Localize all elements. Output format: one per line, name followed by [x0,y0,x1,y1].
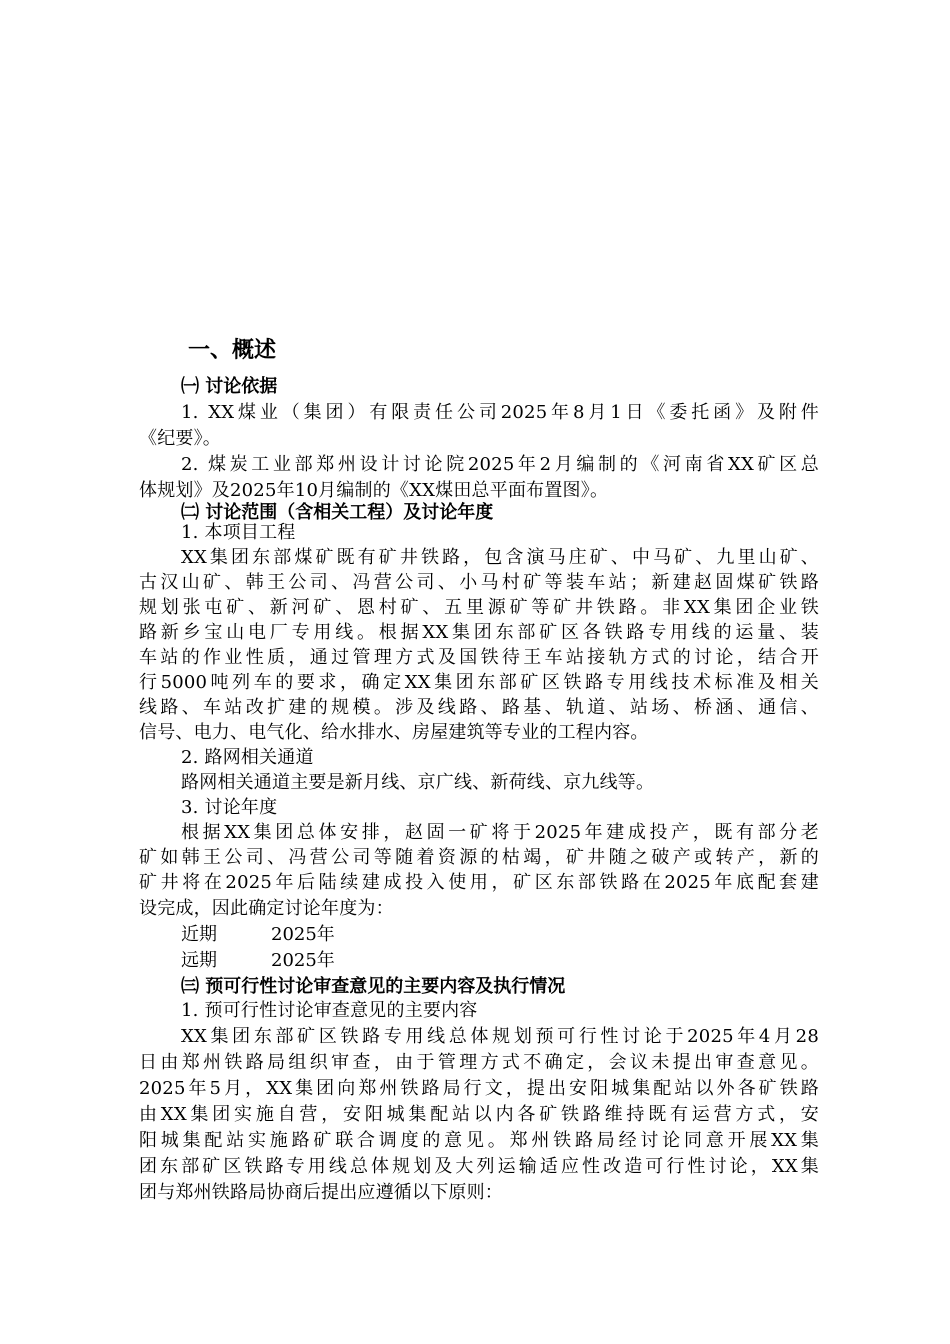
paragraph-line: 线路、车站改扩建的规模。涉及线路、路基、轨道、站场、桥涵、通信、 [139,697,819,718]
item-title: 3. 讨论年度 [181,797,278,818]
paragraph-line: 行5000吨列车的要求，确定XX集团东部矿区铁路专用线技术标准及相关 [139,672,819,693]
item-title: 2. 路网相关通道 [181,747,314,768]
paragraph-line: 《纪要》。 [139,428,221,449]
paragraph-line: 团东部矿区铁路专用线总体规划及大列运输适应性改造可行性讨论，XX集 [139,1156,819,1177]
subsection-heading-review: ㈢ 预可行性讨论审查意见的主要内容及执行情况 [181,976,566,997]
term-row-near [181,922,335,948]
paragraph-line: 根据XX集团总体安排，赵固一矿将于2025年建成投产，既有部分老 [181,822,819,843]
subsection-heading-scope: ㈡ 讨论范围（含相关工程）及讨论年度 [181,502,494,523]
paragraph-line: 由XX集团实施自营，安阳城集配站以内各矿铁路维持既有运营方式，安 [139,1104,819,1125]
paragraph-line: 路网相关通道主要是新月线、京广线、新荷线、京九线等。 [181,772,655,793]
term-year: 2025年 [271,950,335,971]
paragraph-line: 日由郑州铁路局组织审查，由于管理方式不确定，会议未提出审查意见。 [139,1052,819,1073]
paragraph-line: 规划张屯矿、新河矿、恩村矿、五里源矿等矿井铁路。非XX集团企业铁 [139,597,819,618]
subsection-heading-basis: ㈠ 讨论依据 [181,376,278,397]
term-label: 远期 [181,950,217,971]
term-label: 近期 [181,924,217,945]
term-row-far [181,948,335,974]
item-title: 1. 本项目工程 [181,522,296,543]
paragraph-line: 矿如韩王公司、冯营公司等随着资源的枯竭，矿井随之破产或转产，新的 [139,847,819,868]
paragraph-line: XX集团东部煤矿既有矿井铁路，包含演马庄矿、中马矿、九里山矿、 [181,547,819,568]
paragraph-line: 体规划》及2025年10月编制的《XX煤田总平面布置图》。 [139,480,609,501]
paragraph-line: 路新乡宝山电厂专用线。根据XX集团东部矿区各铁路专用线的运量、装 [139,622,819,643]
paragraph-line: 古汉山矿、韩王公司、冯营公司、小马村矿等装车站；新建赵固煤矿铁路 [139,572,819,593]
paragraph-line: 2. 煤炭工业部郑州设计讨论院2025年2月编制的《河南省XX矿区总 [181,454,819,475]
paragraph-line: 车站的作业性质，通过管理方式及国铁待王车站接轨方式的讨论，结合开 [139,647,819,668]
paragraph-line: XX集团东部矿区铁路专用线总体规划预可行性讨论于2025年4月28 [181,1026,819,1047]
item-title: 1. 预可行性讨论审查意见的主要内容 [181,1000,478,1021]
paragraph-line: 2025年5月，XX集团向郑州铁路局行文，提出安阳城集配站以外各矿铁路 [139,1078,819,1099]
paragraph-line: 团与郑州铁路局协商后提出应遵循以下原则： [139,1182,503,1203]
paragraph-line: 1. XX煤业（集团）有限责任公司2025年8月1日《委托函》及附件 [181,402,819,423]
section-title: 一、概述 [188,338,277,363]
paragraph-line: 设完成，因此确定讨论年度为： [139,898,394,919]
paragraph-line: 矿井将在2025年后陆续建成投入使用，矿区东部铁路在2025年底配套建 [139,872,819,893]
paragraph-line: 信号、电力、电气化、给水排水、房屋建筑等专业的工程内容。 [139,722,649,743]
paragraph-line: 阳城集配站实施路矿联合调度的意见。郑州铁路局经讨论同意开展XX集 [139,1130,819,1151]
term-year: 2025年 [271,924,335,945]
